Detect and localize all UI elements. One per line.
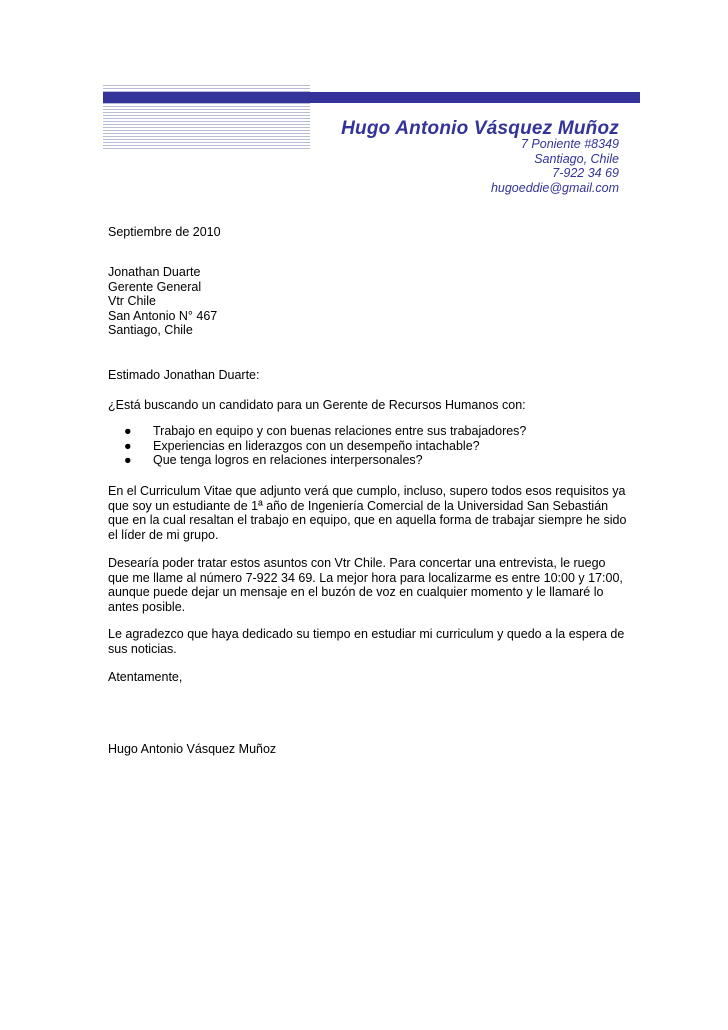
recipient-name: Jonathan Duarte: [108, 265, 201, 279]
paragraph-line: aunque puede dejar un mensaje en el buzón de voz en cualquier momento y le llamaré lo: [108, 585, 604, 600]
bullet-icon: ●: [124, 438, 132, 453]
bullet-icon: ●: [124, 424, 132, 438]
signature-name: Hugo Antonio Vásquez Muñoz: [108, 742, 277, 756]
recipient-address: San Antonio N° 467: [108, 308, 218, 323]
paragraph-line: que soy un estudiante de 1ª año de Ingeniería Comercial de la Universidad San Sebastián: [108, 498, 609, 513]
paragraph-cv: [108, 484, 628, 542]
recipient-block: [108, 265, 217, 338]
paragraph-line: Desearía poder tratar estos asuntos con Vtr Chile. Para concertar una entrevista, le ruego: [108, 556, 606, 570]
paragraph-thanks: [108, 627, 628, 656]
paragraph-line: antes posible.: [108, 599, 186, 614]
header-bar-decoration: [103, 92, 640, 103]
recipient-city: Santiago, Chile: [108, 323, 193, 338]
sender-name: Hugo Antonio Vásquez Muñoz: [341, 118, 619, 139]
greeting: Estimado Jonathan Duarte:: [108, 368, 260, 382]
sender-phone: 7-922 34 69: [552, 166, 619, 181]
sender-email: hugoeddie@gmail.com: [490, 180, 619, 195]
bullet-icon: ●: [124, 453, 132, 468]
intro-question: ¿Está buscando un candidato para un Gerente de Recursos Humanos con:: [108, 398, 526, 412]
paragraph-interview: [108, 556, 628, 614]
list-item-text: Trabajo en equipo y con buenas relaciones entre sus trabajadores?: [153, 424, 527, 438]
sender-contact-block: [491, 137, 619, 195]
paragraph-line: que en la cual resaltan el trabajo en equipo, que en aquella forma de trabajar siempre he sido: [108, 513, 627, 528]
recipient-title: Gerente General: [108, 279, 202, 294]
paragraph-line: que me llame al número 7-922 34 69. La mejor hora para localizarme es entre 10:00 y 17:00,: [108, 570, 623, 585]
sender-city: Santiago, Chile: [534, 151, 619, 166]
list-item-text: Que tenga logros en relaciones interpersonales?: [153, 453, 423, 468]
sender-address: 7 Poniente #8349: [520, 137, 619, 151]
paragraph-line: sus noticias.: [108, 641, 177, 656]
recipient-company: Vtr Chile: [108, 294, 156, 309]
list-item-text: Experiencias en liderazgos con un desempeño intachable?: [153, 438, 480, 453]
paragraph-line: el líder de mi grupo.: [108, 527, 219, 542]
closing: Atentamente,: [108, 670, 183, 684]
letter-date: Septiembre de 2010: [108, 225, 221, 239]
paragraph-line: En el Curriculum Vitae que adjunto verá que cumplo, incluso, supero todos esos requisitos ya: [108, 484, 626, 498]
paragraph-line: Le agradezco que haya dedicado su tiempo en estudiar mi curriculum y quedo a la espera de: [108, 627, 625, 641]
